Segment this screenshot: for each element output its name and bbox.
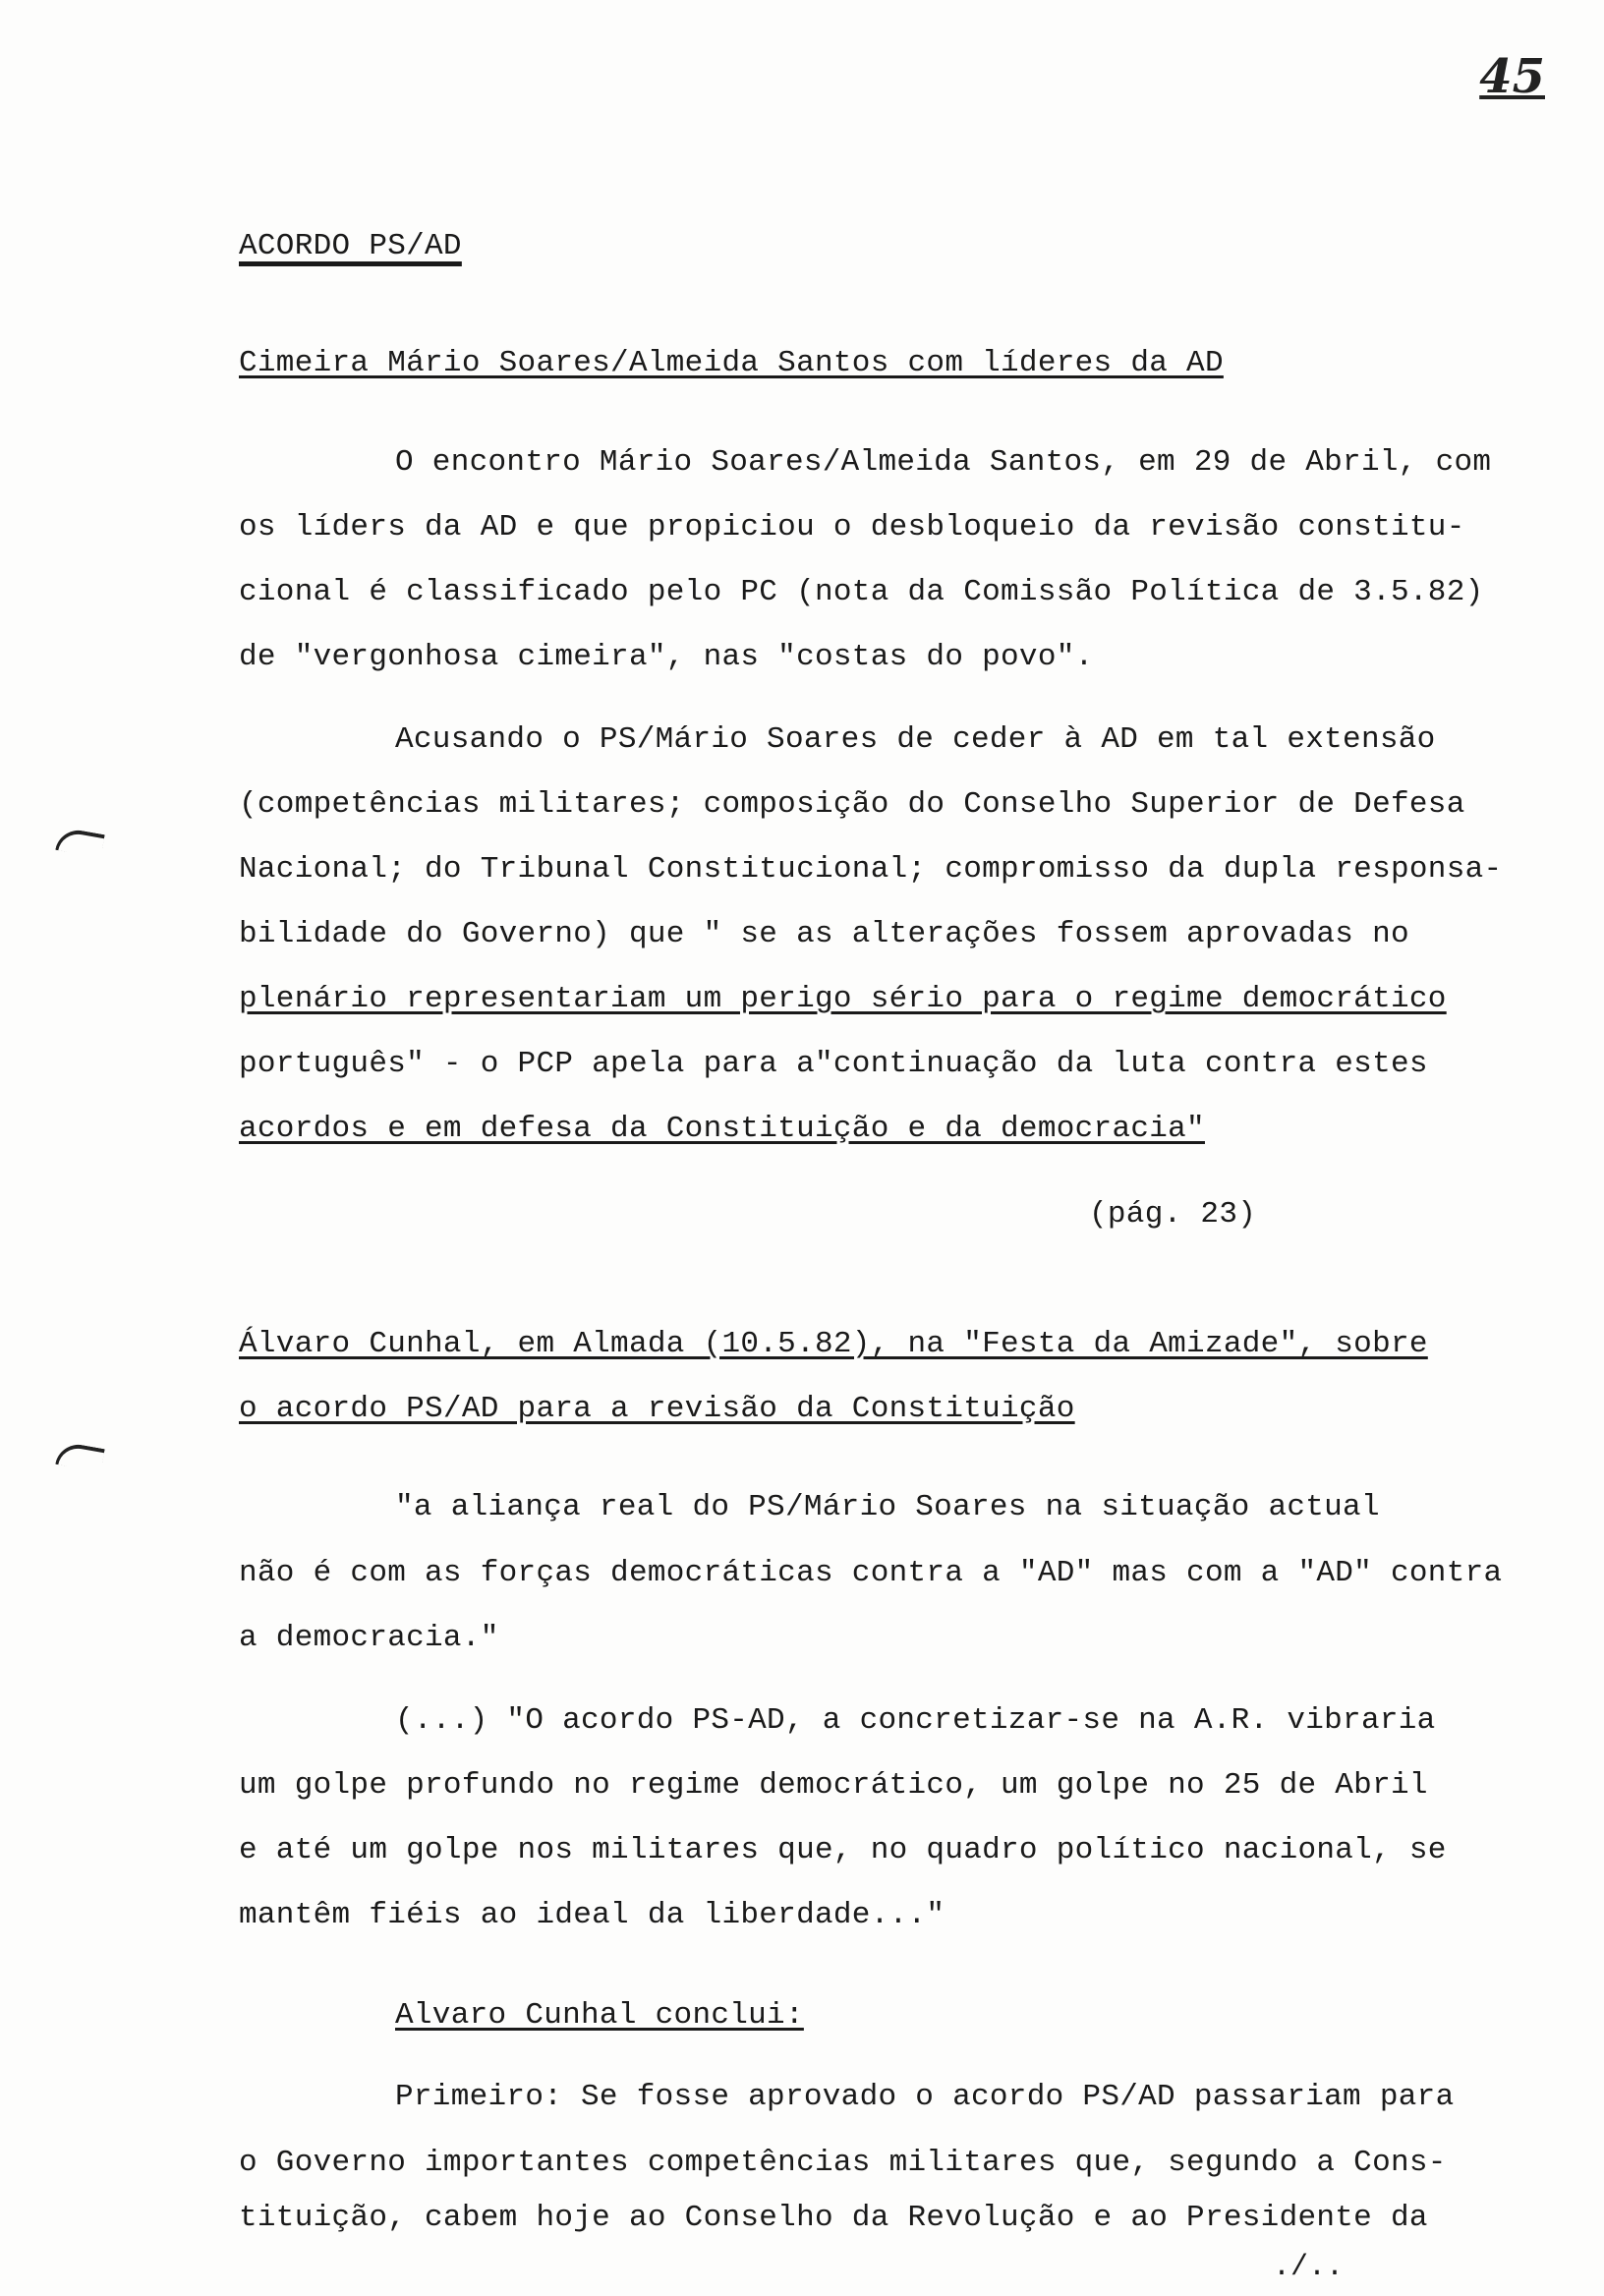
- paragraph-line: de "vergonhosa cimeira", nas "costas do povo".: [239, 640, 1094, 674]
- conclusion-line: Primeiro: Se fosse aprovado o acordo PS/AD passariam para: [395, 2080, 1455, 2114]
- paragraph-line: os líders da AD e que propiciou o desbloqueio da revisão constitu-: [239, 510, 1465, 545]
- paragraph-line: cional é classificado pelo PC (nota da Comissão Política de 3.5.82): [239, 575, 1484, 609]
- binder-hole-mark: [55, 827, 104, 858]
- quote-line: mantêm fiéis ao ideal da liberdade...": [239, 1898, 945, 1932]
- paragraph-line: bilidade do Governo) que " se as alterações fossem aprovadas no: [239, 917, 1409, 951]
- paragraph-line: (competências militares; composição do Conselho Superior de Defesa: [239, 787, 1465, 822]
- conclusion-line: tituição, cabem hoje ao Conselho da Revolução e ao Presidente da: [239, 2201, 1428, 2235]
- quote-line: a democracia.": [239, 1621, 499, 1655]
- paragraph-line: acordos e em defesa da Constituição e da democracia": [239, 1112, 1205, 1146]
- page-reference: (pág. 23): [1089, 1197, 1257, 1232]
- conclusion-line: o Governo importantes competências militares que, segundo a Cons-: [239, 2146, 1447, 2180]
- document-title: ACORDO PS/AD: [239, 229, 462, 263]
- binder-hole-mark: [55, 1441, 104, 1472]
- paragraph-line: plenário representariam um perigo sério para o regime democrático: [239, 982, 1447, 1016]
- paragraph-line: O encontro Mário Soares/Almeida Santos, em 29 de Abril, com: [395, 445, 1492, 480]
- conclusion-label: Alvaro Cunhal conclui:: [395, 1998, 804, 2033]
- paragraph-line: Nacional; do Tribunal Constitucional; compromisso da dupla responsa-: [239, 852, 1503, 887]
- quote-line: não é com as forças democráticas contra a "AD" mas com a "AD" contra: [239, 1556, 1503, 1590]
- section-heading: Álvaro Cunhal, em Almada (10.5.82), na "Festa da Amizade", sobre: [239, 1327, 1428, 1361]
- page-number: 45: [1479, 49, 1545, 104]
- quote-line: (...) "O acordo PS-AD, a concretizar-se na A.R. vibraria: [395, 1703, 1436, 1738]
- quote-line: um golpe profundo no regime democrático, um golpe no 25 de Abril: [239, 1768, 1428, 1803]
- paragraph-line: Acusando o PS/Mário Soares de ceder à AD em tal extensão: [395, 722, 1436, 757]
- section-heading: o acordo PS/AD para a revisão da Constituição: [239, 1392, 1075, 1426]
- paragraph-line: português" - o PCP apela para a"continuação da luta contra estes: [239, 1047, 1428, 1081]
- continuation-mark: ./..: [1273, 2251, 1345, 2284]
- section-heading: Cimeira Mário Soares/Almeida Santos com líderes da AD: [239, 346, 1224, 380]
- quote-line: "a aliança real do PS/Mário Soares na situação actual: [395, 1490, 1380, 1524]
- quote-line: e até um golpe nos militares que, no quadro político nacional, se: [239, 1833, 1447, 1867]
